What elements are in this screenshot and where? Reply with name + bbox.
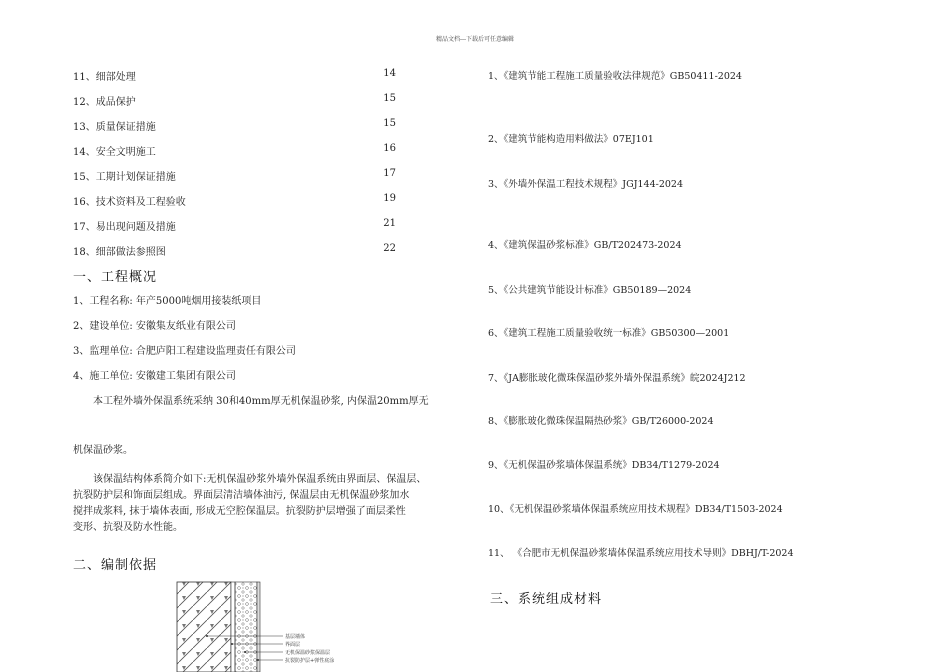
project-info-line: 4、施工单位: 安徽建工集团有限公司	[73, 371, 236, 382]
reference-item: 6、《建筑工程施工质量验收统一标准》GB50300—2001	[488, 328, 730, 339]
base-wall-shape	[177, 582, 231, 672]
reference-item: 7、《JA膨胀玻化微珠保温砂浆外墙外保温系统》皖2024J212	[488, 373, 746, 384]
project-info-line: 2、建设单位: 安徽集友纸业有限公司	[73, 321, 236, 332]
toc-page: 17	[383, 168, 396, 179]
finish-layer-shape	[257, 582, 260, 672]
toc-label: 14、安全文明施工	[73, 147, 156, 158]
figure-label: 抗裂防护层+弹性底涂	[285, 658, 335, 664]
toc-row	[73, 218, 403, 232]
body-paragraph-line: 本工程外墙外保温系统采纳 30和40mm厚无机保温砂浆, 内保温20mm厚无	[93, 396, 429, 407]
interface-layer-shape	[231, 582, 235, 672]
toc-page: 22	[383, 243, 396, 254]
toc-label: 16、技术资料及工程验收	[73, 197, 186, 208]
section-heading-materials: 三、系统组成材料	[490, 592, 603, 607]
reference-item: 11、 《合肥市无机保温砂浆墙体保温系统应用技术导则》DBHJ/T-2024	[488, 548, 794, 559]
reference-item: 5、《公共建筑节能设计标准》GB50189—2024	[488, 285, 692, 296]
toc-label: 13、质量保证措施	[73, 122, 156, 133]
system-description-paragraph	[73, 472, 473, 536]
page-header-note: 精品文档---下载后可任意编辑	[435, 36, 515, 43]
toc-page: 14	[383, 68, 396, 79]
toc-label: 11、细部处理	[73, 72, 136, 83]
section-heading-basis: 二、编制依据	[73, 558, 158, 573]
reference-item: 2、《建筑节能构造用料做法》07EJ101	[488, 134, 654, 145]
body-paragraph-line: 机保温砂浆。	[73, 445, 133, 456]
toc-row	[73, 93, 403, 107]
toc-page: 19	[383, 193, 396, 204]
toc-row	[73, 243, 403, 257]
project-info-line: 1、工程名称: 年产5000吨烟用接装纸项目	[73, 296, 262, 307]
toc-label: 15、工期计划保证措施	[73, 172, 176, 183]
reference-item: 4、《建筑保温砂浆标准》GB/T202473-2024	[488, 240, 682, 251]
figure-label: 基层墙体	[285, 634, 306, 640]
reference-item: 1、《建筑节能工程施工质量验收法律规范》GB50411-2024	[488, 71, 742, 82]
toc-page: 15	[383, 118, 396, 129]
figure-label: 无机保温砂浆保温层	[285, 650, 331, 656]
toc-page: 21	[383, 218, 396, 229]
reference-item: 3、《外墙外保温工程技术规程》JGJ144-2024	[488, 179, 684, 190]
paragraph-line: 抗裂防护层和饰面层组成。界面层清洁墙体油污, 保温层由无机保温砂浆加水	[73, 490, 410, 501]
toc-label: 17、易出现问题及措施	[73, 222, 176, 233]
wall-insulation-section-figure	[165, 578, 365, 672]
toc-row	[73, 118, 403, 132]
toc-row	[73, 143, 403, 157]
toc-row	[73, 193, 403, 207]
reference-item: 9、《无机保温砂浆墙体保温系统》DB34/T1279-2024	[488, 460, 720, 471]
figure-label: 界面层	[285, 642, 301, 648]
toc-label: 18、细部做法参照图	[73, 247, 166, 258]
section-heading-project-overview: 一、工程概况	[73, 270, 158, 285]
paragraph-line: 变形、抗裂及防水性能。	[73, 522, 183, 533]
toc-page: 16	[383, 143, 396, 154]
toc-row	[73, 168, 403, 182]
reference-item: 10、《无机保温砂浆墙体保温系统应用技术规程》DB34/T1503-2024	[488, 504, 783, 515]
reference-item: 8、《膨胀玻化微珠保温隔热砂浆》GB/T26000-2024	[488, 416, 714, 427]
toc-page: 15	[383, 93, 396, 104]
toc-row	[73, 68, 403, 82]
insulation-layer-shape	[235, 582, 257, 672]
paragraph-line: 该保温结构体系简介如下:无机保温砂浆外墙外保温系统由界面层、保温层、	[93, 474, 427, 485]
paragraph-line: 搅拌成浆料, 抹于墙体表面, 形成无空腔保温层。抗裂防护层增强了面层柔性	[73, 506, 406, 517]
project-info-line: 3、监理单位: 合肥庐阳工程建设监理责任有限公司	[73, 346, 296, 357]
toc-label: 12、成品保护	[73, 97, 136, 108]
